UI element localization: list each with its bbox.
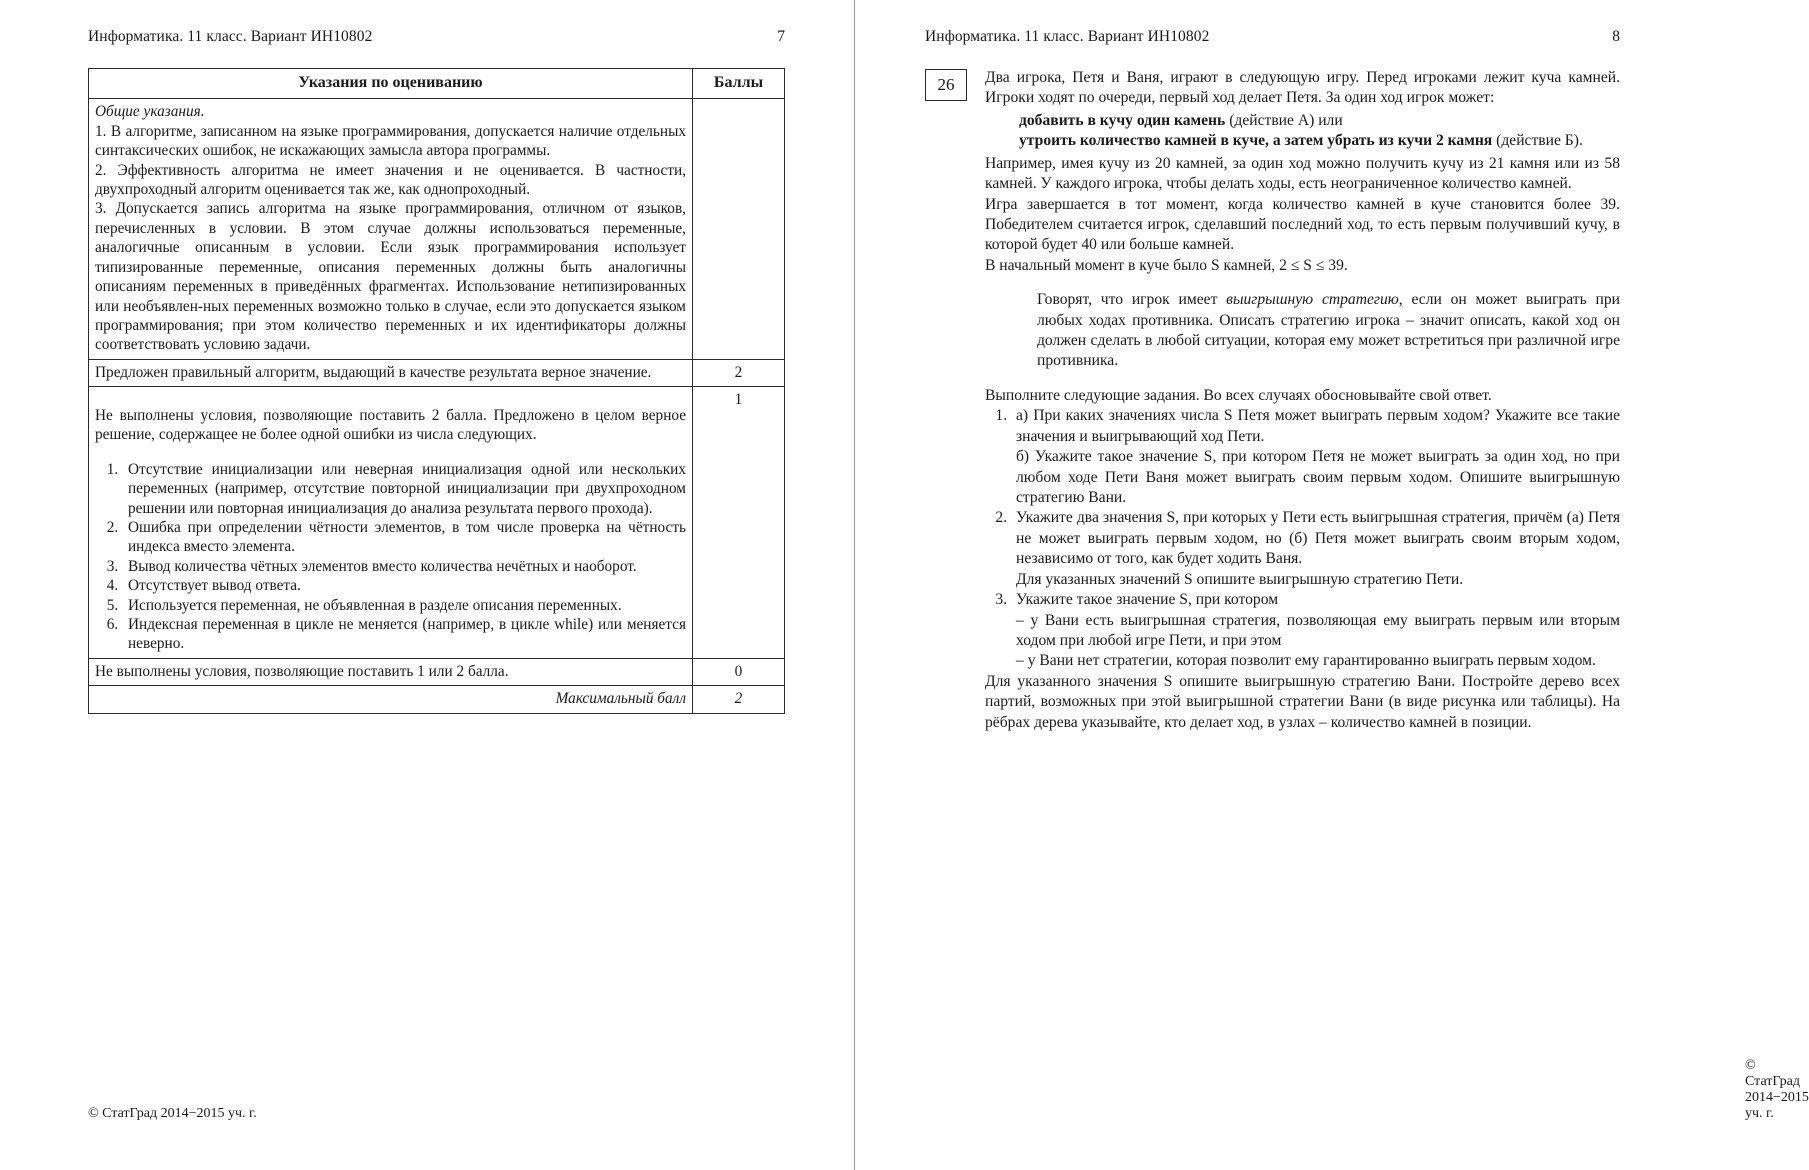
list-item: 5. Используется переменная, не объявленная в разделе описания переменных. (122, 596, 686, 615)
action-b (1019, 131, 1620, 151)
strategy-definition-post: , если он может выиграть при любых ходах противника. Описать стратегию игрока – значит описать, какой ход он должен сделать в любой ситуации, которая ему может встретиться при различной игре противника. (1037, 291, 1620, 370)
criteria-row-1-score: 1 (693, 387, 785, 659)
task-instruction: Выполните следующие задания. Во всех случаях обосновывайте свой ответ. (985, 386, 1492, 404)
question-1a: 1. а) При каких значениях числа S Петя может выиграть первым ходом? Укажите все такие значения и выигрывающий ход Пети. (1016, 407, 1620, 445)
list-item: 2. Ошибка при определении чётности элементов, в том числе проверка на чётность индекса вместо элемента. (122, 518, 686, 557)
question-1b: б) Укажите такое значение S, при котором Петя не может выиграть за один ход, но при любом ходе Пети Ваня может выиграть своим первым ходом. Опишите выигрышную стратегию Вани. (1016, 448, 1620, 507)
criteria-row-2-score: 2 (693, 359, 785, 386)
task-intro: Два игрока, Петя и Ваня, играют в следующую игру. Перед игроками лежит куча камней. Игроки ходят по очереди, первый ход делает Петя. За один ход игрок может: (985, 69, 1620, 107)
right-page (855, 0, 1809, 1170)
task-26 (925, 68, 1620, 733)
max-score-value: 2 (693, 686, 785, 713)
criteria-row-2-text: Предложен правильный алгоритм, выдающий в качестве результата верное значение. (89, 359, 693, 386)
question-3-dash-1: – у Вани есть выигрышная стратегия, позволяющая ему выиграть первым или вторым ходом при любой игре Пети, и при этом (1016, 611, 1620, 649)
list-item (1011, 406, 1620, 508)
score-column-header: Баллы (693, 69, 785, 99)
criteria-row-1-text: Не выполнены условия, позволяющие поставить 2 балла. Предложено в целом верное решение, содержащее не более одной ошибки из числа следующих. (95, 406, 686, 443)
left-page-header (88, 28, 785, 46)
strategy-definition-pre: Говорят, что игрок имеет (1037, 291, 1227, 309)
table-row (89, 99, 785, 359)
action-b-rest: (действие Б). (1492, 132, 1583, 150)
task-questions-list (985, 406, 1620, 671)
list-item: 6. Индексная переменная в цикле не меняется (например, в цикле while) или меняется неверно. (122, 615, 686, 654)
general-instructions-cell (89, 99, 693, 359)
criteria-row-0-text: Не выполнены условия, позволяющие поставить 1 или 2 балла. (89, 658, 693, 685)
general-instruction-2: 2. Эффективность алгоритма не имеет значения и не оценивается. В частности, двухпроходный алгоритм оценивается так же, как однопроходный. (95, 161, 686, 198)
right-page-number: 8 (1612, 28, 1620, 45)
right-page-header (925, 28, 1620, 46)
task-end-rule: Игра завершается в тот момент, когда количество камней в куче становится более 39. Победителем считается игрок, сделавший последний ход, то есть первым получивший кучу, в которой будет 40 или больше камней. (985, 195, 1620, 254)
list-item: 4. Отсутствует вывод ответа. (122, 576, 686, 595)
table-row (89, 359, 785, 386)
criteria-table-header-row (89, 69, 785, 99)
criteria-row-1-cell (89, 387, 693, 659)
right-page-header-title: Информатика. 11 класс. Вариант ИН10802 (925, 28, 1210, 45)
question-3-main: 3. Укажите такое значение S, при котором (1016, 591, 1279, 609)
max-score-label: Максимальный балл (89, 686, 693, 713)
question-2-note: Для указанных значений S опишите выигрышную стратегию Пети. (1016, 570, 1464, 588)
max-score-row (89, 686, 785, 713)
criteria-table (88, 68, 785, 714)
left-page-number: 7 (777, 28, 785, 45)
list-item (1011, 590, 1620, 672)
action-a (1019, 111, 1620, 131)
action-b-bold: утроить количество камней в куче, а затем убрать из кучи 2 камня (1019, 132, 1493, 150)
task-initial-condition: В начальный момент в куче было S камней, 2 ≤ S ≤ 39. (985, 256, 1348, 274)
task-closing: Для указанного значения S опишите выигрышную стратегию Вани. Постройте дерево всех партий, возможных при этой выигрышной стратегии Вани (в виде рисунка или таблицы). На рёбрах дерева указывайте, кто делает ход, в узлах – количество камней в позиции. (985, 672, 1620, 731)
left-page-header-title: Информатика. 11 класс. Вариант ИН10802 (88, 28, 373, 45)
task-body (985, 68, 1620, 733)
general-instruction-1: 1. В алгоритме, записанном на языке программирования, допускается наличие отдельных синтаксических ошибок, не искажающих замысла автора программы. (95, 122, 686, 160)
task-example: Например, имея кучу из 20 камней, за один ход можно получить кучу из 21 камня или из 58 камней. У каждого игрока, чтобы делать ходы, есть неограниченное количество камней. (985, 154, 1620, 193)
question-3-dash-2: – у Вани нет стратегии, которая позволит ему гарантированно выиграть первым ходом. (1016, 652, 1596, 670)
task-number-box: 26 (925, 69, 967, 101)
strategy-definition-term: выигрышную стратегию (1226, 291, 1399, 309)
action-a-rest: (действие А) или (1225, 111, 1343, 129)
strategy-definition (1037, 290, 1620, 372)
list-item: 3. Вывод количества чётных элементов вместо количества нечётных и наоборот. (122, 557, 686, 576)
right-page-footer: © СтатГрад 2014−2015 уч. г. (1745, 1058, 1809, 1121)
criteria-error-list (95, 460, 686, 654)
left-page-footer: © СтатГрад 2014−2015 уч. г. (88, 1106, 257, 1121)
general-instruction-3: 3. Допускается запись алгоритма на языке программирования, отличном от языков, перечисленных в условии. В этом случае должны использоваться переменные, аналогичные описанным в условии. Если язык программирования использует типизированные переменные, описания переменных должны быть аналогичны описаниям переменных в приведённых фрагментах. Использование нетипизированных или необъявлен-ных переменных возможно только в случае, если это допускается языком программирования; при этом количество переменных и их идентификаторы должны соответствовать условию задачи. (95, 200, 686, 354)
list-item (1011, 508, 1620, 590)
criteria-row-0-score: 0 (693, 658, 785, 685)
table-row (89, 658, 785, 685)
question-2-main: 2. Укажите два значения S, при которых у Пети есть выигрышная стратегия, причём (а) Петя не может выиграть первым ходом, но (б) Петя может выиграть своим вторым ходом, независимо от того, как будет ходить Ваня. (1016, 509, 1620, 568)
task-actions (1019, 111, 1620, 152)
action-a-bold: добавить в кучу один камень (1019, 111, 1226, 129)
general-instructions-title: Общие указания. (95, 103, 205, 121)
list-item: 1. Отсутствие инициализации или неверная инициализация одной или нескольких переменных (например, отсутствие повторной инициализации при двухпроходном решении или повторная инициализация до анализа результата первого прохода). (122, 460, 686, 518)
general-instructions-score (693, 99, 785, 359)
criteria-column-header: Указания по оцениванию (89, 69, 693, 99)
table-row (89, 387, 785, 659)
left-page (0, 0, 855, 1170)
